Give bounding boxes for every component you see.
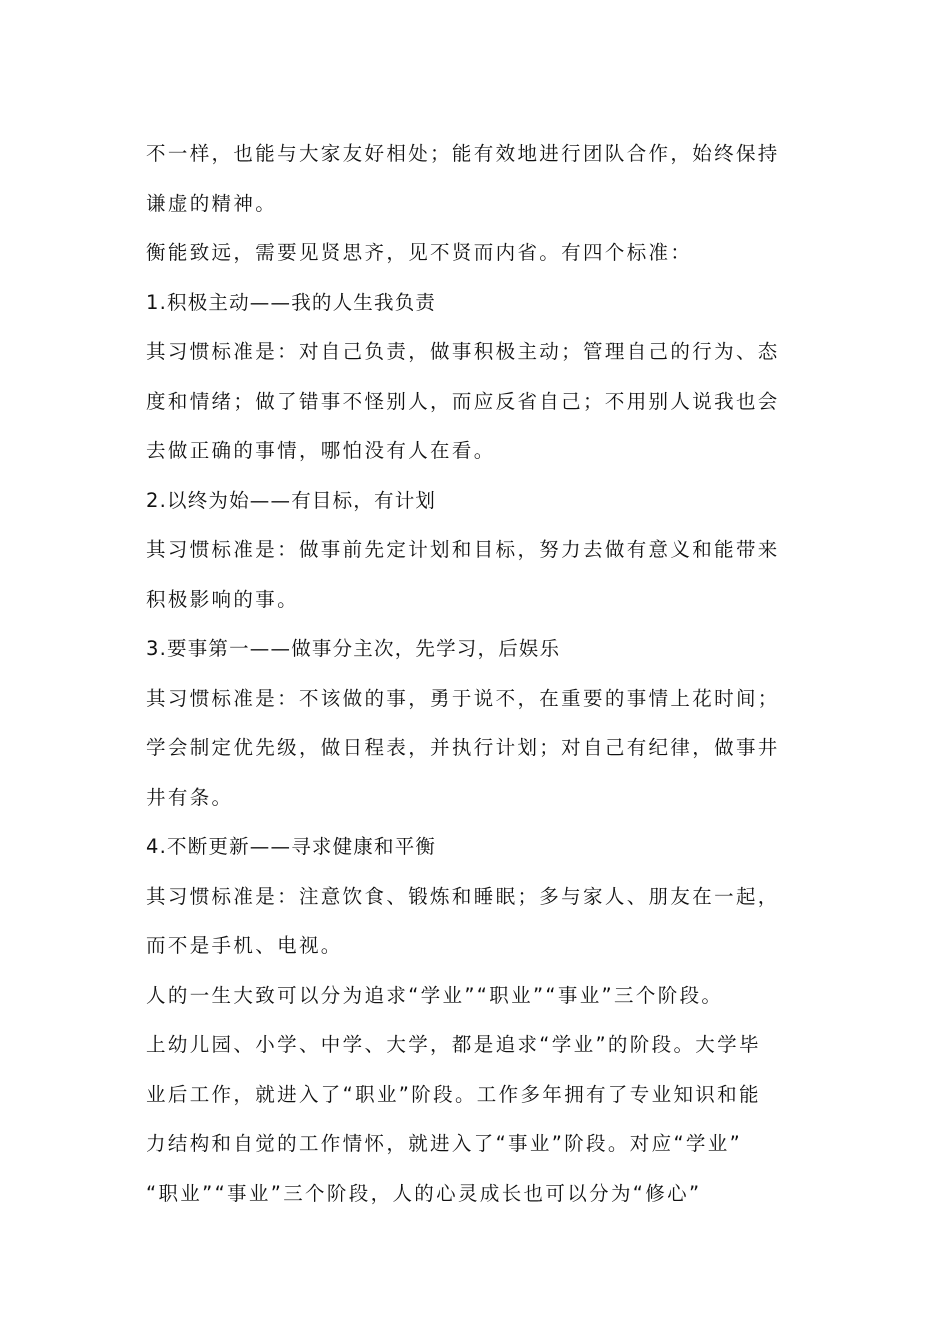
section-heading-4: 4.不断更新——寻求健康和平衡 — [146, 835, 437, 858]
text-line: 井有条。 — [146, 785, 234, 809]
text-line: 不一样，也能与大家友好相处；能有效地进行团队合作，始终保持 — [146, 142, 780, 165]
text-line: 去做正确的事情，哪怕没有人在看。 — [146, 439, 496, 462]
section-heading-3: 3.要事第一——做事分主次，先学习，后娱乐 — [146, 637, 561, 660]
text-line: 其习惯标准是：不该做的事，勇于说不，在重要的事情上花时间； — [146, 686, 780, 710]
section-heading-1: 1.积极主动——我的人生我负责 — [146, 290, 437, 314]
text-line: 人的一生大致可以分为追求“学业”“职业”“事业”三个阶段。 — [146, 983, 724, 1007]
text-line: 上幼儿园、小学、中学、大学，都是追求“学业”的阶段。大学毕 — [146, 1033, 761, 1056]
text-line: 其习惯标准是：注意饮食、锻炼和睡眠；多与家人、朋友在一起， — [146, 884, 780, 908]
text-line: 其习惯标准是：做事前先定计划和目标，努力去做有意义和能带来 — [146, 538, 780, 561]
text-line: “职业”“事业”三个阶段，人的心灵成长也可以分为“修心” — [146, 1181, 702, 1205]
text-line: 学会制定优先级，做日程表，并执行计划；对自己有纪律，做事井 — [146, 736, 780, 759]
text-line: 衡能致远，需要见贤思齐，见不贤而内省。有四个标准： — [146, 241, 693, 264]
document-body — [146, 129, 810, 1218]
text-line: 度和情绪；做了错事不怪别人，而应反省自己；不用别人说我也会 — [146, 389, 780, 413]
text-line: 力结构和自觉的工作情怀，就进入了“事业”阶段。对应“学业” — [146, 1132, 743, 1155]
text-line: 其习惯标准是：对自己负责，做事积极主动；管理自己的行为、态 — [146, 340, 780, 363]
text-line: 谦虚的精神。 — [146, 191, 278, 215]
section-heading-2: 2.以终为始——有目标，有计划 — [146, 488, 437, 512]
text-line: 积极影响的事。 — [146, 587, 299, 611]
text-line: 业后工作，就进入了“职业”阶段。工作多年拥有了专业知识和能 — [146, 1082, 761, 1106]
text-line: 而不是手机、电视。 — [146, 934, 343, 957]
